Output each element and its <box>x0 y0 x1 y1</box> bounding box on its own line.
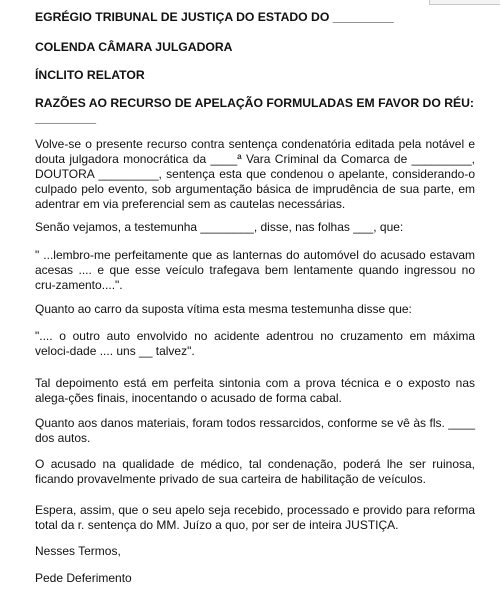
paragraph-testimony-agreement: Tal depoimento está em perfeita sintonia com a prova técnica e o exposto nas alega-ções finais, inocentando o acusado de forma cabal. <box>35 376 475 405</box>
chamber-heading: COLENDA CÂMARA JULGADORA <box>35 40 233 54</box>
paragraph-witness-quote-2: ".... o outro auto envolvido no acidente adentrou no cruzamento em máxima veloci-dade .... uns __ talvez". <box>35 329 475 358</box>
paragraph-witness-intro: Senão vejamos, a testemunha ________, disse, nas folhas ___, que: <box>35 220 404 234</box>
closing-terms: Nesses Termos, <box>35 544 121 558</box>
court-heading: EGRÉGIO TRIBUNAL DE JUSTIÇA DO ESTADO DO _________ <box>35 10 394 24</box>
paragraph-material-damages: Quanto aos danos materiais, foram todos ressarcidos, conforme se vê às fls. ____ dos autos. <box>35 416 475 445</box>
top-edge-fragment <box>429 0 500 5</box>
rapporteur-heading: ÍNCLITO RELATOR <box>35 68 145 82</box>
paragraph-victim-car: Quanto ao carro da suposta vítima esta mesma testemunha disse que: <box>35 302 412 316</box>
paragraph-witness-quote-1: " ...lembro-me perfeitamente que as lanternas do automóvel do acusado estavam acesas .... e que esse veículo trafegava bem lentamente quando ingressou no cru-zamento....". <box>35 248 475 292</box>
paragraph-request: Espera, assim, que o seu apelo seja recebido, processado e provido para reforma total da r. sentença do MM. Juízo a quo, por ser de inteira JUSTIÇA. <box>35 503 475 532</box>
paragraph-doctor-consequence: O acusado na qualidade de médico, tal condenação, poderá lhe ser ruinosa, ficando provavelmente privado de sua carteira de habilitação de veículos. <box>35 457 475 486</box>
paragraph-appeal-intro: Volve-se o presente recurso contra sentença condenatória editada pela notável e douta julgadora monocrática da ____ª Vara Criminal da Comarca de _________, DOUTORA _________, sentença esta que condenou o apelante, considerando-o culpado pelo evento, sob argumentação básica de imprudência de sua parte, em adentrar em via preferencial sem as cautelas necessárias. <box>35 137 475 211</box>
document-title: RAZÕES AO RECURSO DE APELAÇÃO FORMULADAS EM FAVOR DO RÉU: _________ <box>35 96 474 125</box>
closing-request: Pede Deferimento <box>35 571 132 585</box>
